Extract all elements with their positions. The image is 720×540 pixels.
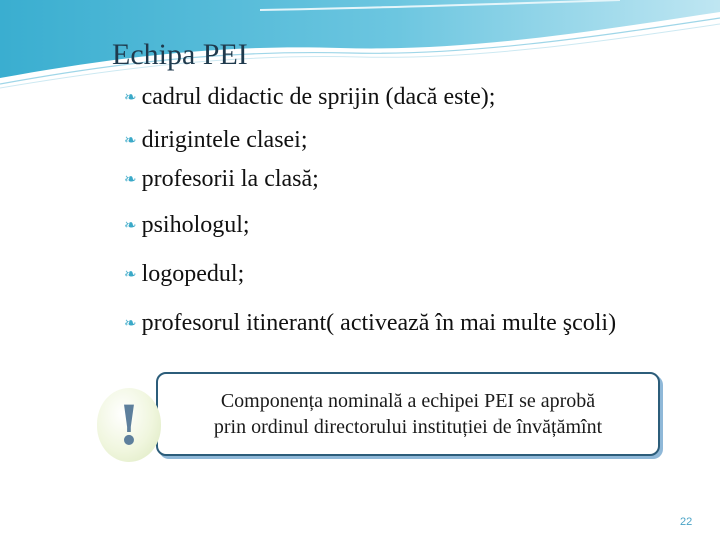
list-item <box>124 127 308 154</box>
note-callout <box>156 372 660 456</box>
note-text <box>168 388 648 440</box>
bullet-ornament-icon: ❧ <box>124 267 137 283</box>
bullet-ornament-icon: ❧ <box>124 316 137 332</box>
slide-title: Echipa PEI <box>112 38 248 71</box>
exclamation-mark: ! <box>117 393 141 457</box>
bullet-ornament-icon: ❧ <box>124 133 137 149</box>
list-item <box>124 310 616 337</box>
exclamation-icon <box>97 388 161 462</box>
bullet-ornament-icon: ❧ <box>124 172 137 188</box>
list-item-text: cadrul didactic de sprijin (dacă este); <box>141 84 496 110</box>
note-line-2: prin ordinul directorului instituției de învățămînt <box>213 416 603 438</box>
list-item <box>124 212 250 239</box>
list-item-text: dirigintele clasei; <box>141 127 308 153</box>
list-item <box>124 166 319 193</box>
header-wave-decoration <box>0 0 720 90</box>
note-line-1: Componența nominală a echipei PEI se aprobă <box>220 390 596 412</box>
list-item-text: logopedul; <box>141 261 245 287</box>
bullet-ornament-icon: ❧ <box>124 218 137 234</box>
list-item-text: psihologul; <box>141 212 250 238</box>
bullet-ornament-icon: ❧ <box>124 90 137 106</box>
list-item <box>124 261 244 288</box>
list-item-text: profesorii la clasă; <box>141 166 319 192</box>
list-item <box>124 84 495 111</box>
page-number: 22 <box>680 516 693 528</box>
list-item-text: profesorul itinerant( activează în mai multe şcoli) <box>141 310 617 336</box>
